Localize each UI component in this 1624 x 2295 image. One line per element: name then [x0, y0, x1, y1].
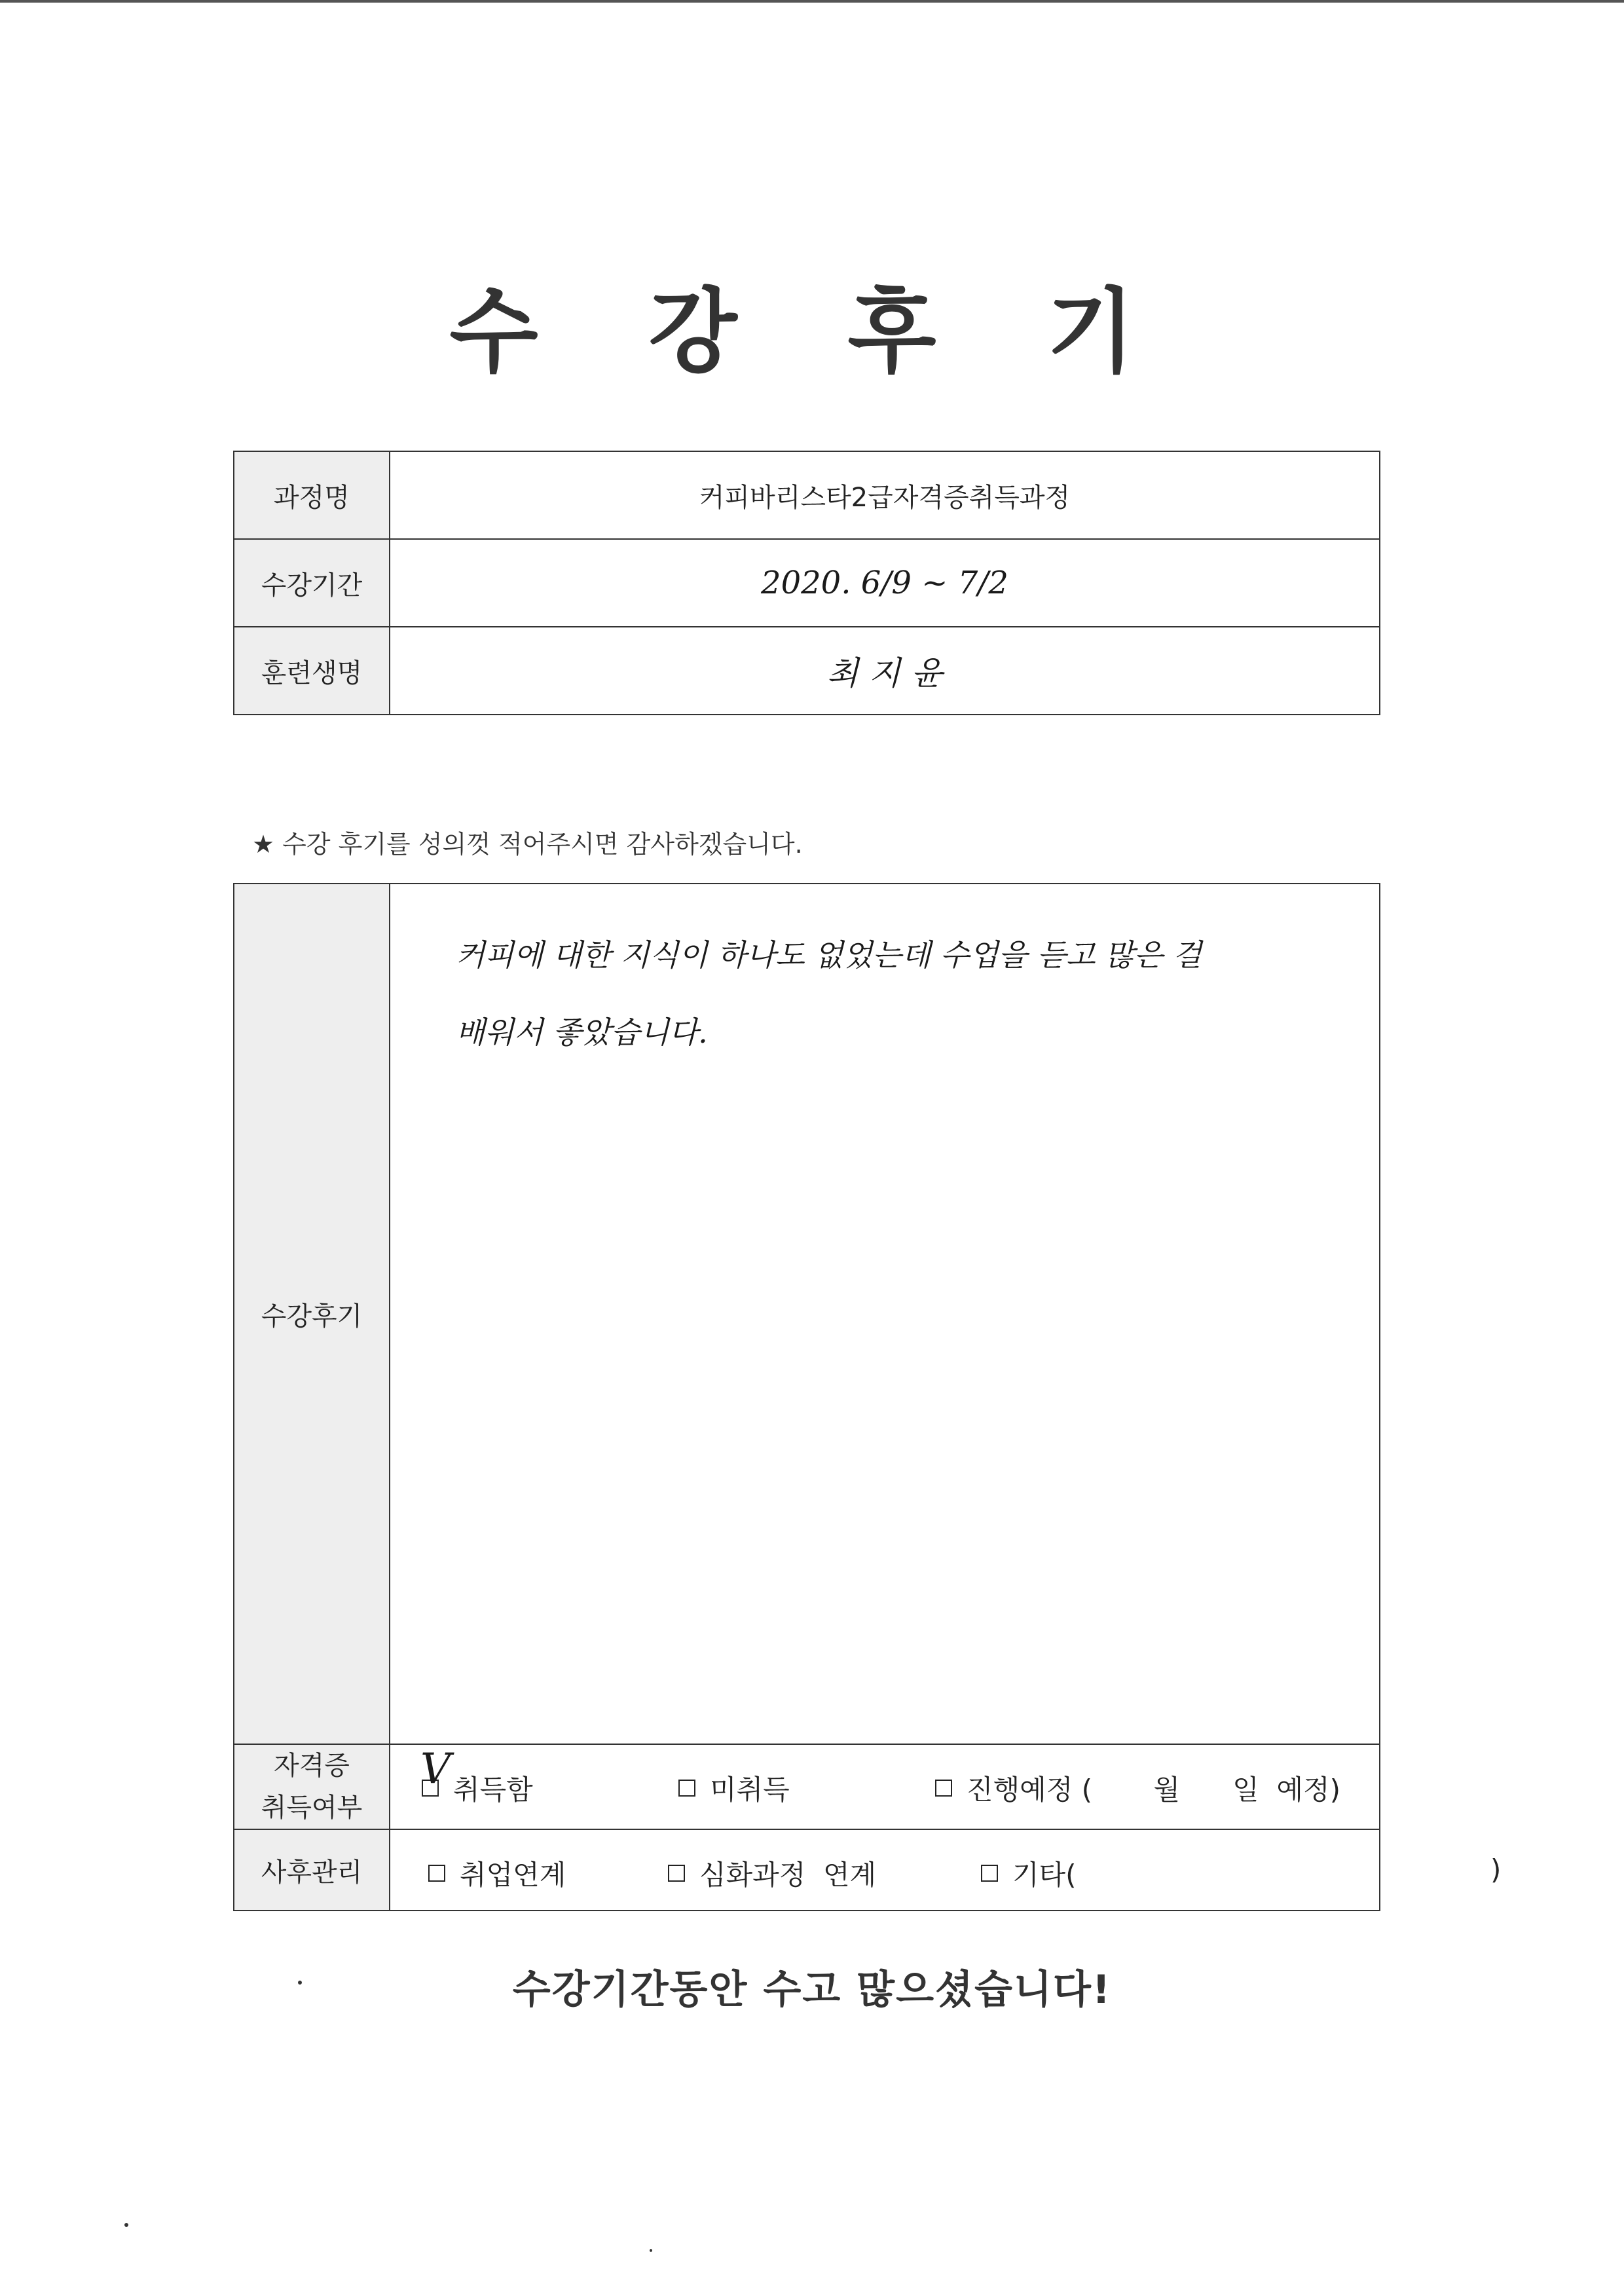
certificate-option-not-acquired[interactable]	[678, 1768, 790, 1808]
review-line-1: 커피에 대한 지식이 하나도 없었는데 수업을 듣고 많은 걸	[456, 937, 1202, 973]
option-scheduled-label: 진행예정 ( 월 일 예정)	[967, 1774, 1340, 1806]
checkbox-not-acquired[interactable]	[678, 1780, 695, 1797]
notice-text: ★ 수강 후기를 성의껏 적어주시면 감사하겠습니다.	[252, 830, 803, 859]
checkbox-scheduled[interactable]	[935, 1780, 952, 1797]
review-box	[390, 884, 1380, 1744]
scan-speck	[650, 2249, 652, 2252]
option-advanced-label: 심화과정 연계	[699, 1859, 877, 1891]
certificate-label-line2: 취득여부	[261, 1793, 363, 1823]
aftercare-label: 사후관리	[234, 1829, 390, 1911]
trainee-label: 훈련생명	[234, 627, 390, 715]
course-value: 커피바리스타2급자격증취득과정	[390, 451, 1380, 539]
certificate-options	[390, 1744, 1380, 1829]
review-label: 수강후기	[234, 884, 390, 1744]
scan-speck	[298, 1981, 302, 1985]
course-label: 과정명	[234, 451, 390, 539]
certificate-option-scheduled[interactable]	[935, 1768, 1340, 1808]
certificate-label	[234, 1744, 390, 1829]
aftercare-option-employment[interactable]	[428, 1854, 566, 1893]
review-table	[233, 883, 1502, 1911]
checkbox-advanced[interactable]	[668, 1865, 685, 1882]
info-table	[233, 451, 1380, 715]
check-mark-icon: V	[420, 1745, 451, 1793]
option-acquired-label: 취득함	[453, 1774, 533, 1806]
aftercare-options	[390, 1829, 1502, 1911]
option-other-label: 기타(	[1012, 1859, 1077, 1891]
option-other-close: )	[1490, 1854, 1502, 1886]
trainee-value: 최 지 윤	[390, 627, 1380, 715]
page-title: 수 강 후 기	[449, 279, 1175, 386]
scan-speck	[124, 2223, 128, 2227]
certificate-label-line1: 자격증	[274, 1751, 350, 1781]
scan-edge	[0, 0, 1624, 3]
aftercare-option-advanced[interactable]	[668, 1854, 876, 1893]
period-value: 2020. 6/9 ~ 7/2	[390, 539, 1380, 627]
checkbox-other[interactable]	[981, 1865, 998, 1882]
aftercare-option-other[interactable]	[981, 1854, 1077, 1893]
option-employment-label: 취업연계	[460, 1859, 566, 1891]
option-not-acquired-label: 미취득	[710, 1774, 790, 1806]
review-line-2: 배워서 좋았습니다.	[456, 1015, 708, 1050]
closing-message: 수강기간동안 수고 많으셨습니다!	[512, 1967, 1112, 2013]
period-label: 수강기간	[234, 539, 390, 627]
checkbox-employment[interactable]	[428, 1865, 445, 1882]
